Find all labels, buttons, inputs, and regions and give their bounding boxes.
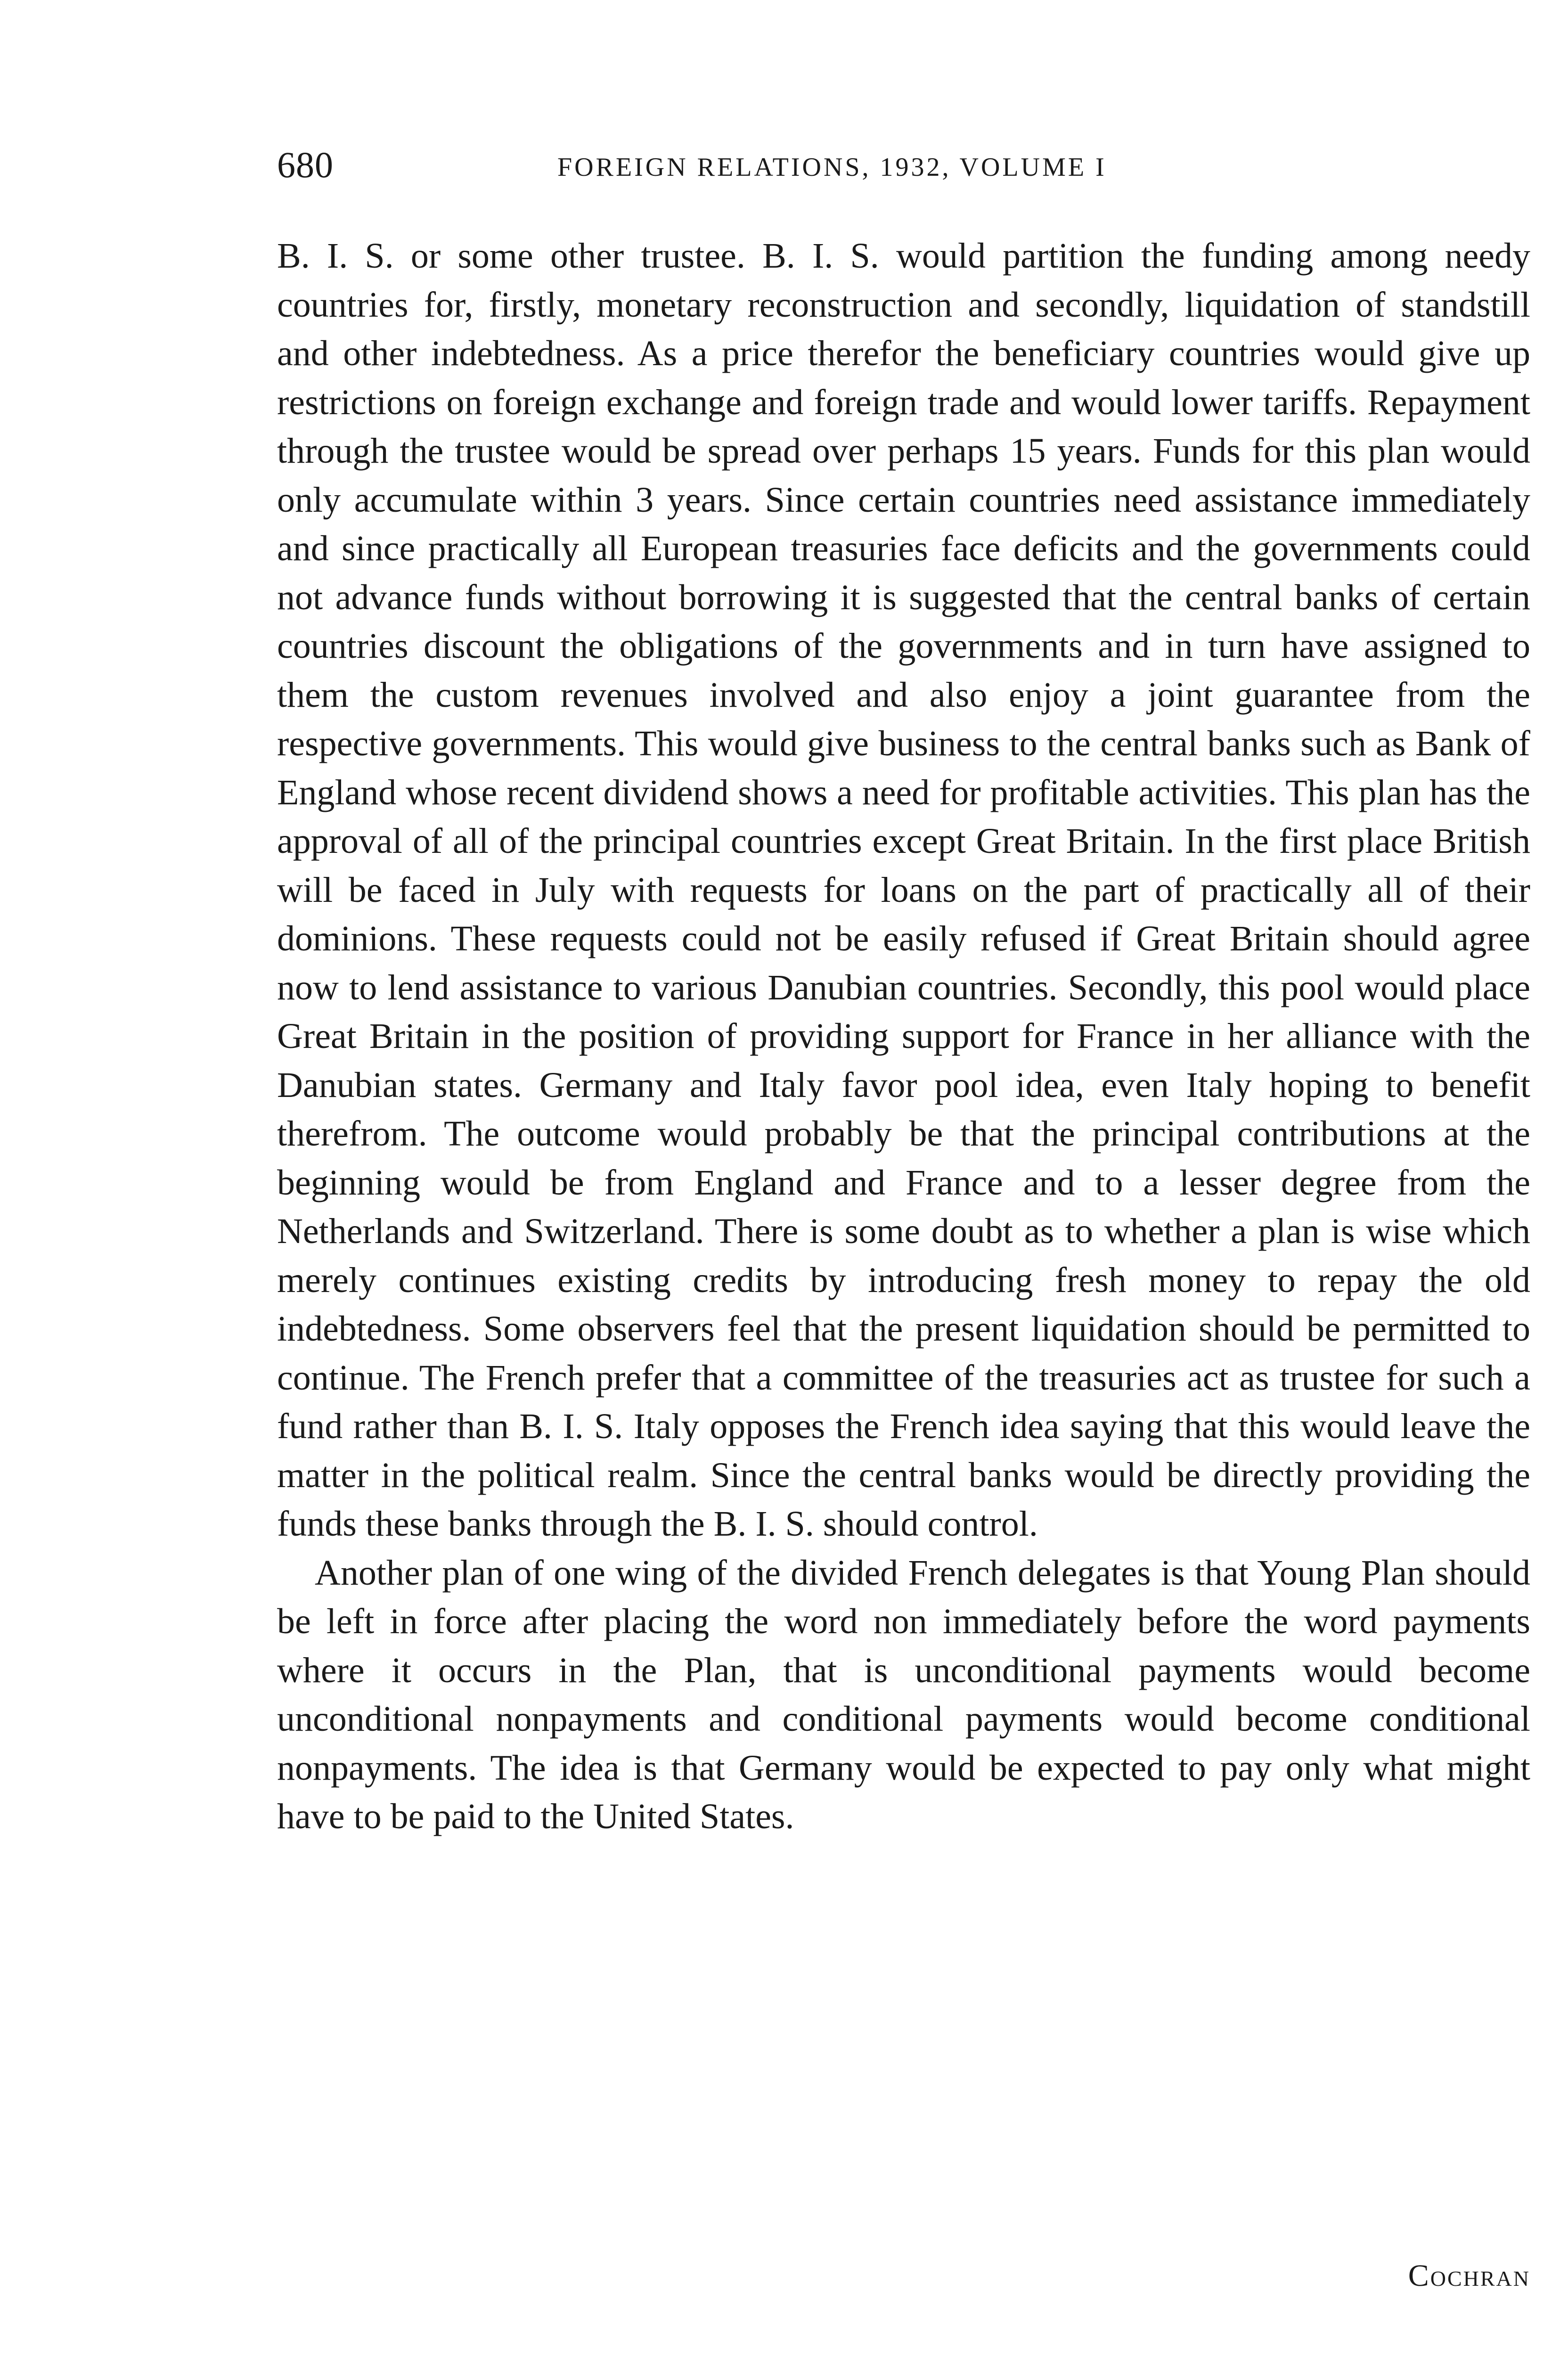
running-head bbox=[277, 141, 1530, 198]
body-text bbox=[277, 232, 1530, 1841]
running-title: FOREIGN RELATIONS, 1932, VOLUME I bbox=[557, 153, 1107, 182]
signature: Cochran bbox=[1408, 2258, 1530, 2293]
paragraph-continued: B. I. S. or some other trustee. B. I. S. would partition the funding among needy countries for, firstly, monetary reconstruction and secondly, liquidation of standstill and other indebtedness. As a price therefor the beneficiary countries would give up restrictions on foreign exchange and foreign trade and would lower tariffs. Repayment through the trustee would be spread over perhaps 15 years. Funds for this plan would only accumulate within 3 years. Since certain countries need assistance immediately and since practically all European treasuries face deficits and the governments could not advance funds without borrowing it is suggested that the central banks of certain countries discount the obligations of the governments and in turn have assigned to them the custom revenues involved and also enjoy a joint guarantee from the respective governments. This would give business to the central banks such as Bank of England whose recent dividend shows a need for profitable activities. This plan has the approval of all of the principal countries except Great Britain. In the first place British will be faced in July with requests for loans on the part of practically all of their dominions. These requests could not be easily refused if Great Britain should agree now to lend assistance to various Danubian countries. Secondly, this pool would place Great Britain in the position of providing support for France in her alliance with the Danubian states. Germany and Italy favor pool idea, even Italy hoping to benefit therefrom. The outcome would probably be that the principal contributions at the beginning would be from England and France and to a lesser degree from the Netherlands and Switzerland. There is some doubt as to whether a plan is wise which merely continues existing credits by introducing fresh money to repay the old indebtedness. Some observers feel that the present liquidation should be permitted to continue. The French prefer that a committee of the treasuries act as trustee for such a fund rather than B. I. S. Italy opposes the French idea saying that this would leave the matter in the political realm. Since the central banks would be directly providing the funds these banks through the B. I. S. should control. bbox=[277, 236, 1530, 1544]
paragraph-young-plan: Another plan of one wing of the divided French delegates is that Young Plan should be left in force after placing the word non immediately before the word payments where it occurs in the Plan, that is unconditional payments would become unconditional nonpayments and conditional payments would become conditional nonpayments. The idea is that Germany would be expected to pay only what might have to be paid to the United States. bbox=[277, 1553, 1530, 1836]
page-number: 680 bbox=[277, 144, 334, 185]
